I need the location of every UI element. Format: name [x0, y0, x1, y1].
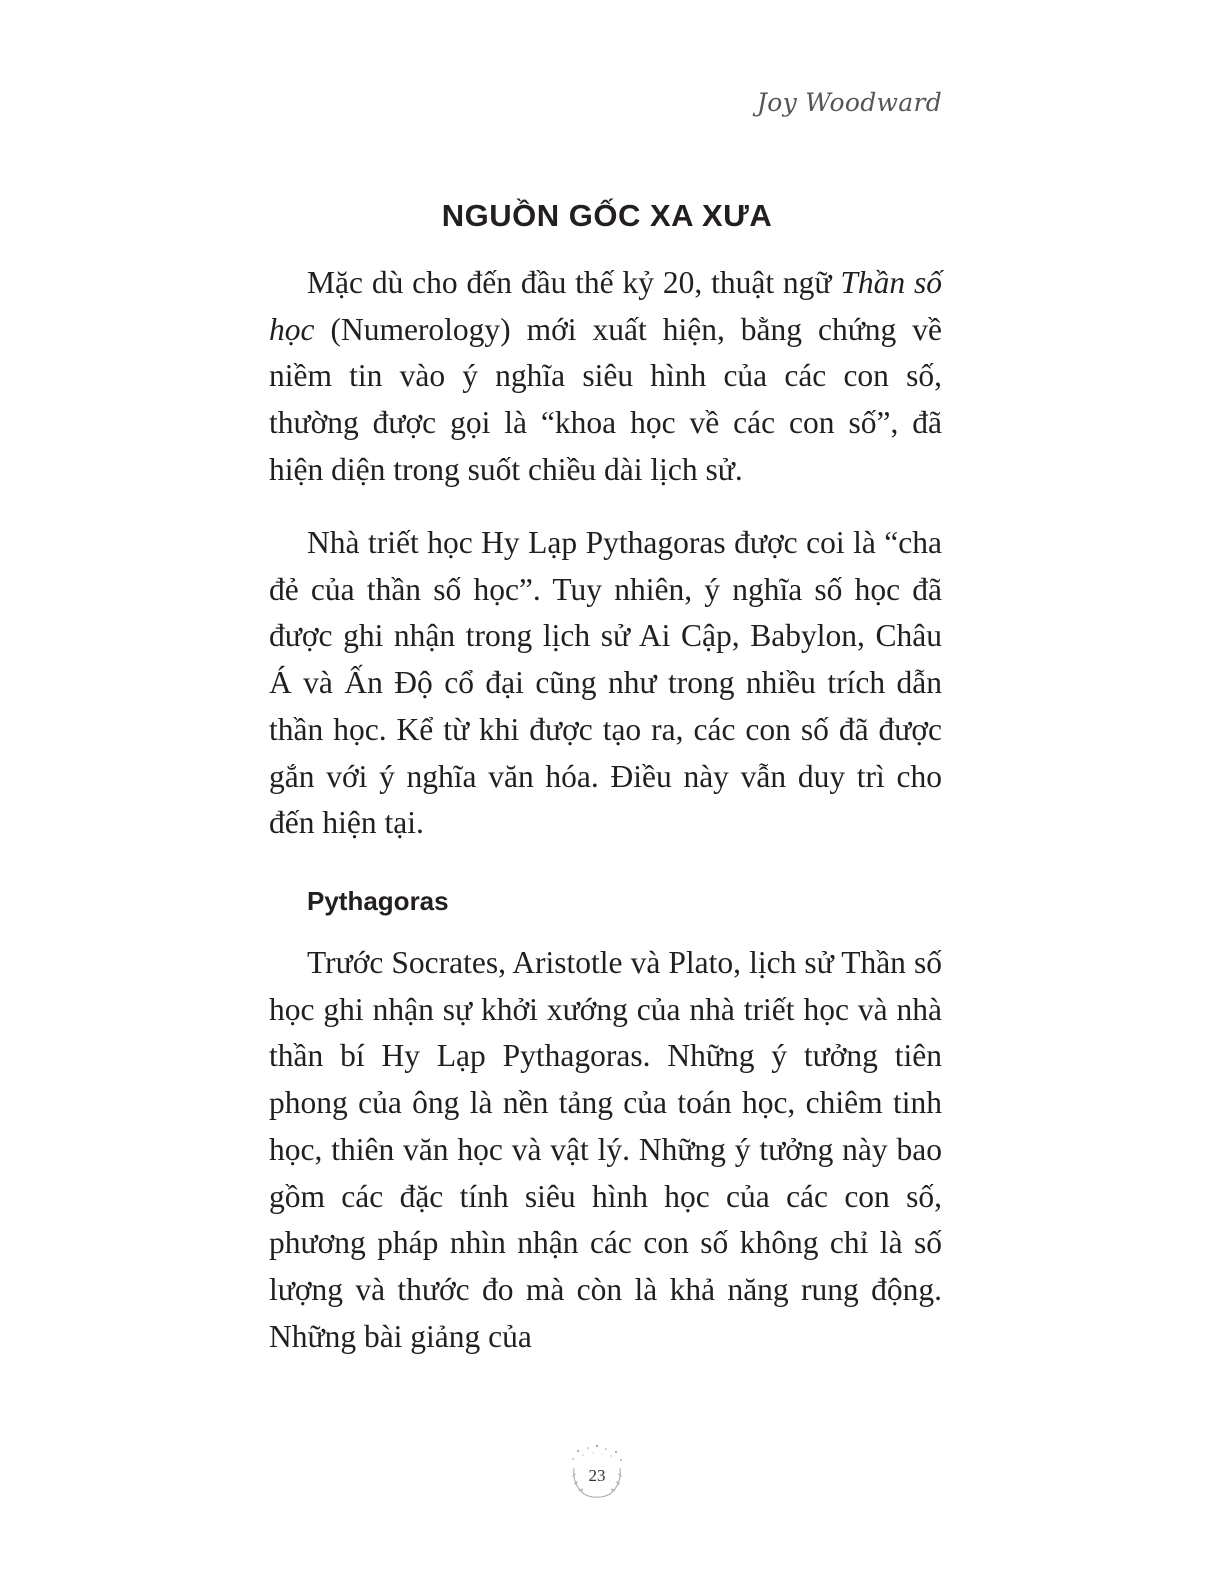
paragraph-pythagoras-father: Nhà triết học Hy Lạp Pythagoras được coi là “cha đẻ của thần số học”. Tuy nhiên, ý nghĩa số học đã được ghi nhận trong lịch sử Ai Cập, Babylon, Châu Á và Ấn Độ cổ đại cũng như trong nhiều trích dẫn thần học. Kể từ khi được tạo ra, các con số đã được gắn với ý nghĩa văn hóa. Điều này vẫn duy trì cho đến hiện tại. — [269, 525, 942, 841]
running-head: Joy Woodward — [756, 88, 942, 117]
paragraph-intro-text-b: (Numerology) mới xuất hiện, bằng chứng về niềm tin vào ý nghĩa siêu hình của các con số, thường được gọi là “khoa học về các con số”, đã hiện diện trong suốt chiều dài lịch sử. — [269, 311, 942, 487]
section-heading: Pythagoras — [307, 886, 449, 916]
page-number: 23 — [588, 1466, 606, 1485]
page-number-ornament — [566, 1444, 628, 1506]
paragraph-intro — [269, 260, 942, 494]
paragraph-intro-text-a: Mặc dù cho đến đầu thế kỷ 20, thuật ngữ — [307, 265, 841, 300]
paragraph-pythagoras-history: Trước Socrates, Aristotle và Plato, lịch sử Thần số học ghi nhận sự khởi xướng của nhà triết học và nhà thần bí Hy Lạp Pythagoras. Những ý tưởng tiên phong của ông là nền tảng của toán học, chiêm tinh học, thiên văn học và vật lý. Những ý tưởng này bao gồm các đặc tính siêu hình học của các con số, phương pháp nhìn nhận các con số không chỉ là số lượng và thước đo mà còn là khả năng rung động. Những bài giảng của — [269, 945, 942, 1354]
chapter-title: NGUỒN GỐC XA XƯA — [441, 198, 773, 233]
paragraph-intro-term: Thần số học — [269, 265, 942, 347]
